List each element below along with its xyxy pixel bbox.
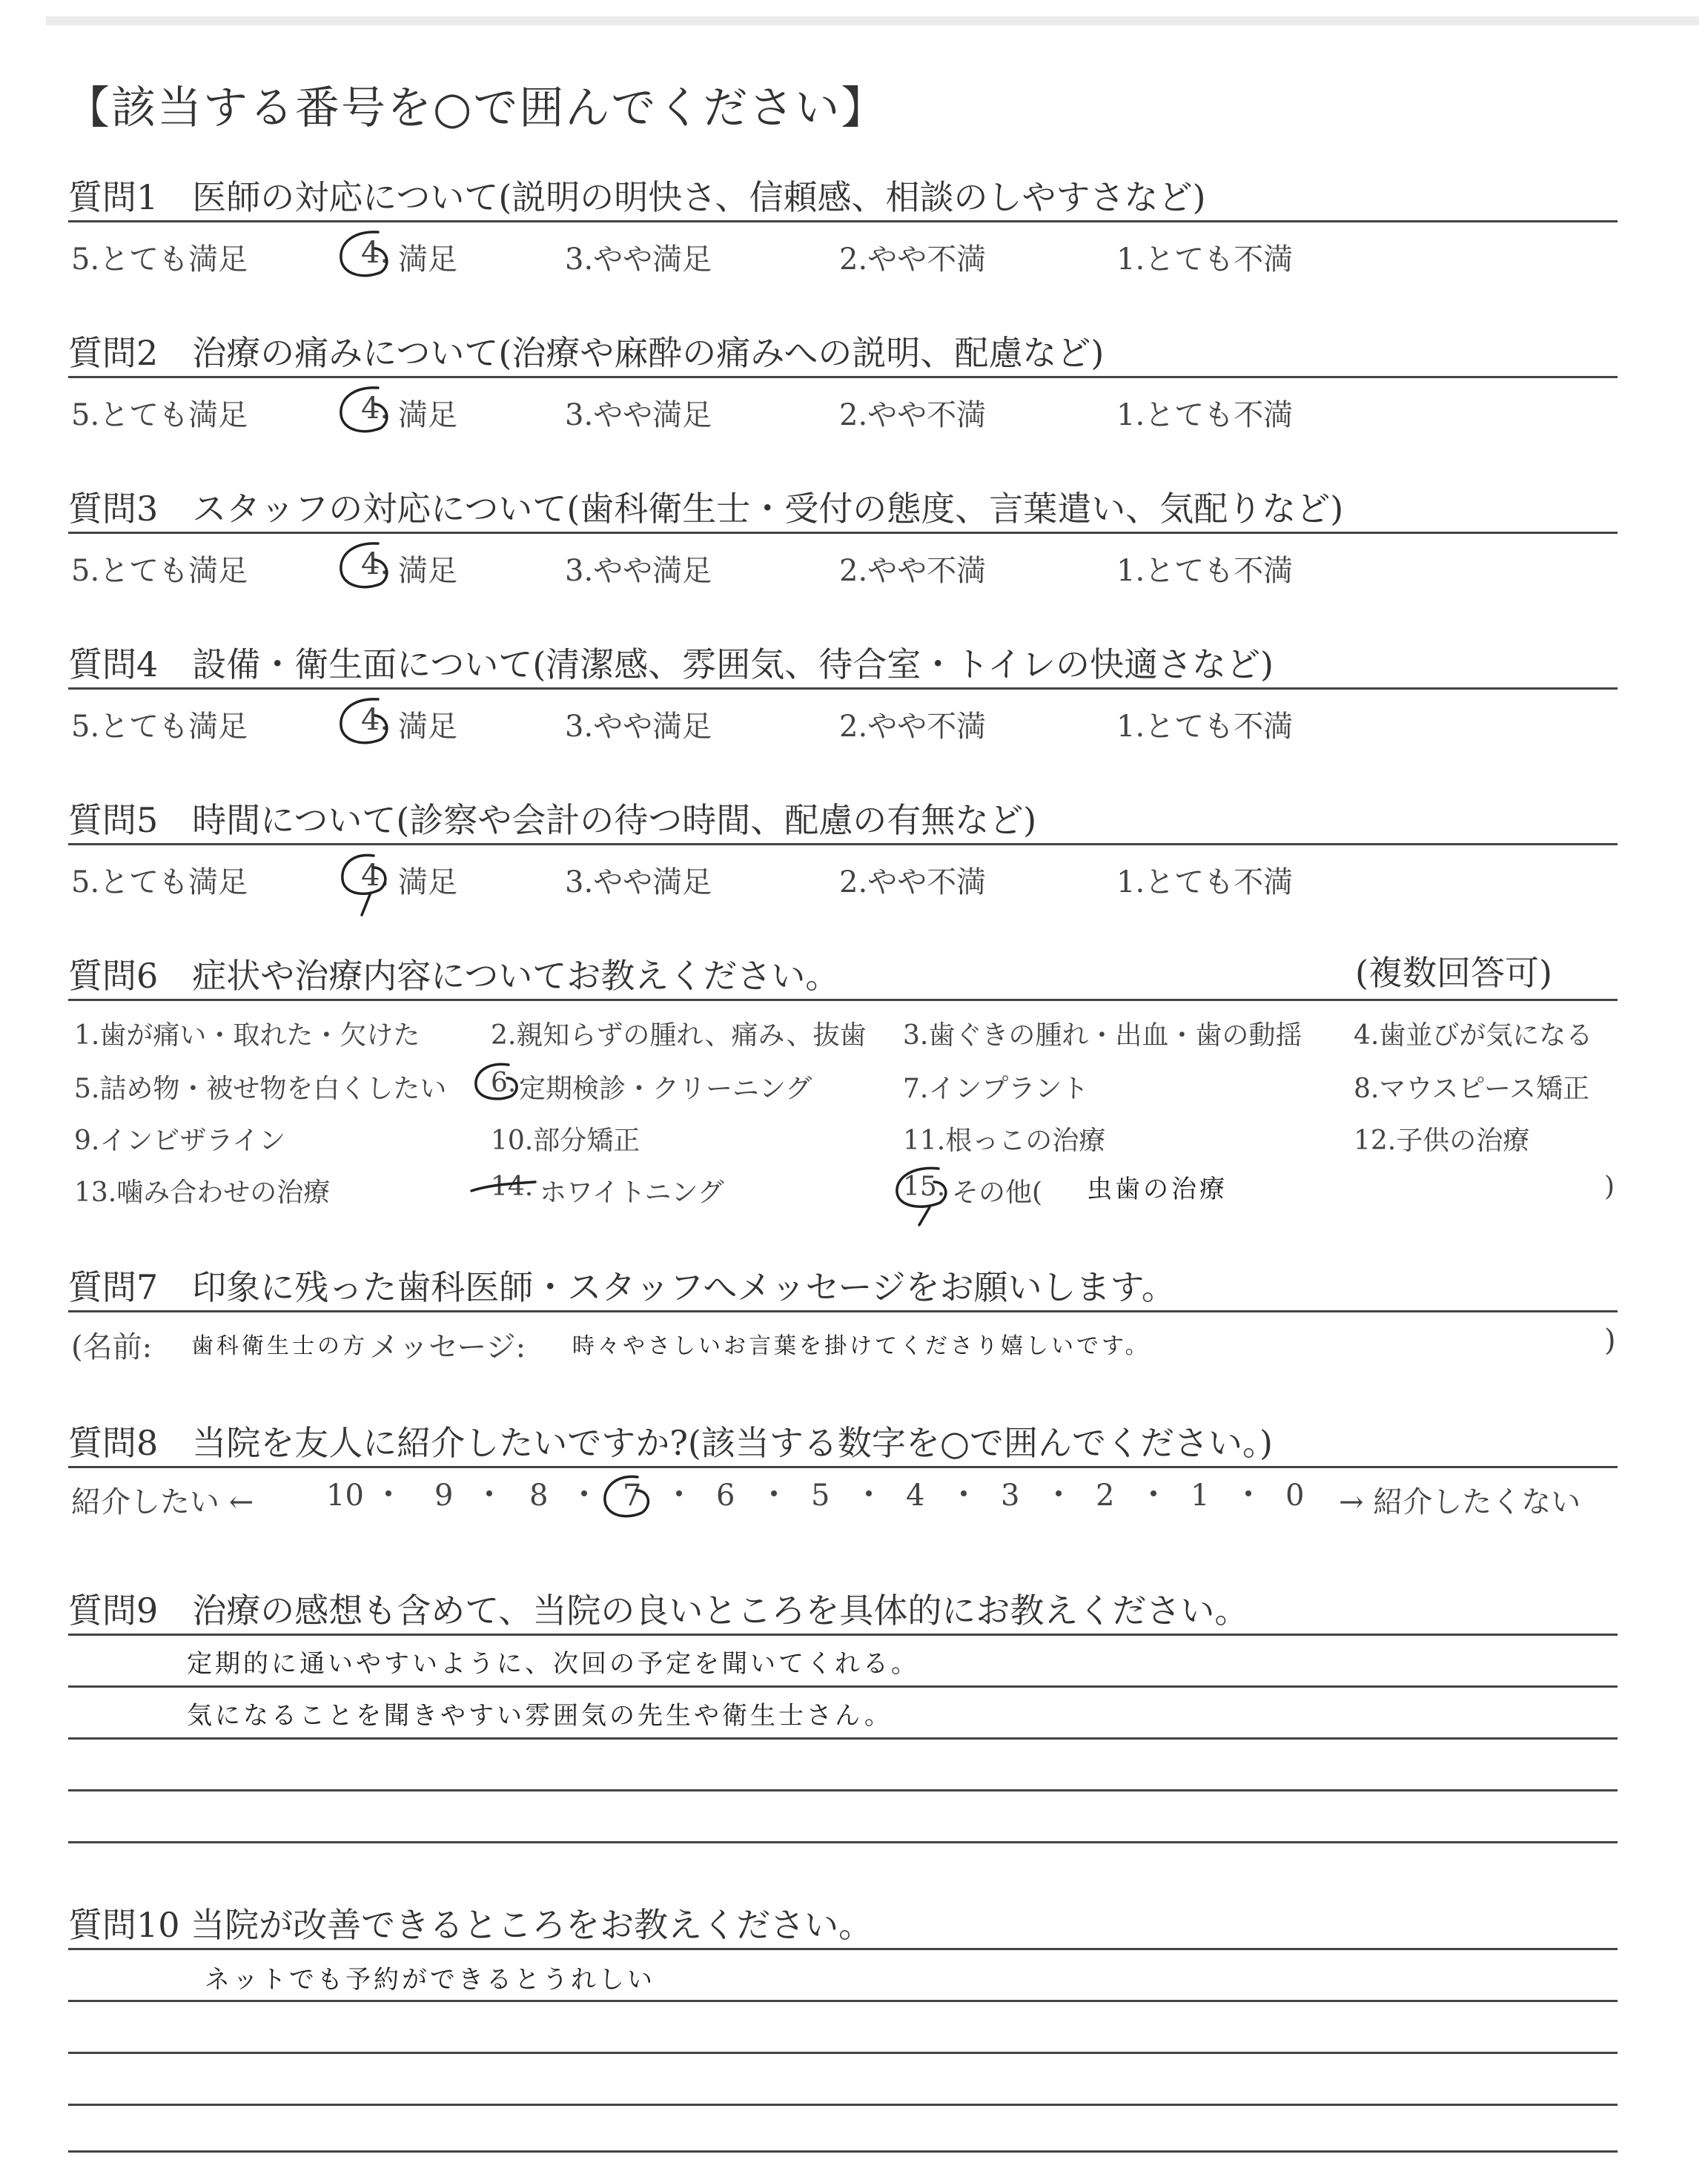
divider [68, 999, 1618, 1001]
symptom-option[interactable]: 4.歯並びが気になる [1354, 1020, 1593, 1051]
question-title: 質問8 当院を友人に紹介したいですか?(該当する数字を○で囲んでください。) [68, 1423, 1273, 1463]
option-4[interactable]: 4. [361, 392, 390, 426]
symptom-option[interactable]: 11.根っこの治療 [903, 1126, 1106, 1156]
answer-line [68, 1789, 1618, 1791]
scale-9[interactable]: 9 [434, 1479, 454, 1513]
selection-circle-icon [466, 1059, 532, 1111]
option-3[interactable]: 3.やや満足 [565, 865, 712, 899]
symptom-option-14-label: ホワイトニング [540, 1178, 724, 1208]
option-4[interactable]: 4. [361, 703, 390, 737]
symptom-option[interactable]: 3.歯ぐきの腫れ・出血・歯の動揺 [903, 1020, 1302, 1051]
scale-5[interactable]: 5 [811, 1479, 830, 1513]
scale-2[interactable]: 2 [1096, 1479, 1115, 1513]
answer-line [68, 2150, 1618, 2153]
option-4-label: 満足 [398, 710, 457, 744]
question-title: 質問9 治療の感想も含めて、当院の良いところを具体的にお教えください。 [68, 1591, 1249, 1631]
symptom-option[interactable]: 9.インビザライン [74, 1126, 286, 1156]
answer-text: 定期的に通いやすいように、次回の予定を聞いてくれる。 [187, 1649, 919, 1679]
question-title: 質問2 治療の痛みについて(治療や麻酔の痛みへの説明、配慮など) [68, 333, 1105, 373]
other-answer: 虫歯の治療 [1087, 1175, 1228, 1204]
answer-line [68, 2104, 1618, 2106]
selection-circle-icon [332, 382, 406, 441]
question-title: 質問7 印象に残った歯科医師・スタッフへメッセージをお願いします。 [68, 1267, 1176, 1307]
divider [68, 532, 1618, 534]
question-title: 質問4 設備・衛生面について(清潔感、雰囲気、待合室・トイレの快適さなど) [68, 644, 1274, 684]
question-title: 質問3 スタッフの対応について(歯科衛生士・受付の態度、言葉遣い、気配りなど) [68, 489, 1344, 529]
selection-circle-icon [332, 226, 406, 285]
scale-3[interactable]: 3 [1001, 1479, 1020, 1513]
option-1[interactable]: 1.とても不満 [1116, 242, 1294, 277]
option-3[interactable]: 3.やや満足 [565, 710, 712, 744]
divider [68, 1634, 1618, 1636]
symptom-option[interactable]: 12.子供の治療 [1354, 1126, 1530, 1156]
scan-edge [46, 16, 1699, 25]
option-2[interactable]: 2.やや不満 [839, 398, 987, 432]
symptom-option[interactable]: 2.親知らずの腫れ、痛み、抜歯 [491, 1020, 867, 1051]
selection-circle-icon [887, 1163, 968, 1229]
question-title: 質問6 症状や治療内容についてお教えください。 [68, 956, 840, 996]
divider [68, 1466, 1618, 1468]
option-3[interactable]: 3.やや満足 [565, 242, 712, 277]
answer-text: ネットでも予約ができるとうれしい [205, 1965, 655, 1995]
symptom-option-15[interactable]: 15. [903, 1172, 946, 1202]
option-3[interactable]: 3.やや満足 [565, 554, 712, 588]
selection-circle-icon [332, 693, 406, 753]
symptom-option[interactable]: 13.噛み合わせの治療 [74, 1178, 331, 1208]
scale-8[interactable]: 8 [529, 1479, 549, 1513]
option-2[interactable]: 2.やや不満 [839, 554, 987, 588]
divider [68, 376, 1618, 378]
selection-circle-icon [332, 845, 406, 919]
answer-line [68, 2052, 1618, 2054]
symptom-option[interactable]: 5.詰め物・被せ物を白くしたい [74, 1074, 447, 1104]
option-5[interactable]: 5.とても満足 [71, 242, 248, 277]
scale-7[interactable]: 7 [623, 1479, 642, 1513]
option-5[interactable]: 5.とても満足 [71, 554, 248, 588]
page-heading: 【該当する番号を○で囲んでください】 [65, 82, 887, 134]
symptom-option-14[interactable]: 14. [491, 1172, 534, 1202]
scale-4[interactable]: 4 [906, 1479, 925, 1513]
option-1[interactable]: 1.とても不満 [1116, 398, 1294, 432]
option-4-label: 満足 [398, 865, 457, 899]
option-1[interactable]: 1.とても不満 [1116, 554, 1294, 588]
message-label: メッセージ: [369, 1330, 526, 1364]
symptom-option-15-label: その他( [952, 1178, 1043, 1208]
scale-separator-dots [385, 1484, 1349, 1499]
option-1[interactable]: 1.とても不満 [1116, 865, 1294, 899]
option-4[interactable]: 4. [361, 859, 390, 893]
option-5[interactable]: 5.とても満足 [71, 710, 248, 744]
scale-6[interactable]: 6 [716, 1479, 735, 1513]
not-recommend-label: → 紹介したくない [1339, 1485, 1581, 1519]
option-2[interactable]: 2.やや不満 [839, 865, 987, 899]
option-1[interactable]: 1.とても不満 [1116, 710, 1294, 744]
selection-circle-icon [593, 1471, 667, 1530]
symptom-option[interactable]: 1.歯が痛い・取れた・欠けた [74, 1020, 420, 1051]
scale-10[interactable]: 10 [326, 1479, 364, 1513]
question-title: 質問5 時間について(診察や会計の待つ時間、配慮の有無など) [68, 800, 1037, 840]
option-5[interactable]: 5.とても満足 [71, 865, 248, 899]
option-5[interactable]: 5.とても満足 [71, 398, 248, 432]
option-4[interactable]: 4. [361, 236, 390, 270]
divider [68, 220, 1618, 222]
strike-mark-icon [467, 1170, 541, 1207]
question-title: 質問10 当院が改善できるところをお教えください。 [68, 1905, 873, 1945]
multiple-answer-note: (複数回答可) [1355, 953, 1552, 993]
option-3[interactable]: 3.やや満足 [565, 398, 712, 432]
scale-1[interactable]: 1 [1191, 1479, 1210, 1513]
symptom-option[interactable]: 8.マウスピース矯正 [1354, 1074, 1590, 1104]
name-value: 歯科衛生士の方 [191, 1333, 368, 1359]
answer-line [68, 1737, 1618, 1740]
divider [68, 1310, 1618, 1312]
option-4-label: 満足 [398, 554, 457, 588]
option-2[interactable]: 2.やや不満 [839, 710, 987, 744]
symptom-option[interactable]: 10.部分矯正 [491, 1126, 640, 1156]
symptom-option[interactable]: 7.インプラント [903, 1074, 1089, 1104]
message-value: 時々やさしいお言葉を掛けてくださり嬉しいです。 [572, 1333, 1151, 1359]
option-2[interactable]: 2.やや不満 [839, 242, 987, 277]
symptom-option-6[interactable]: 6. [491, 1068, 517, 1098]
question-title: 質問1 医師の対応について(説明の明快さ、信頼感、相談のしやすさなど) [68, 177, 1206, 217]
answer-line [68, 2000, 1618, 2002]
selection-circle-icon [332, 538, 406, 597]
divider [68, 843, 1618, 845]
close-paren: ) [1604, 1324, 1616, 1358]
scale-0[interactable]: 0 [1285, 1479, 1305, 1513]
recommend-label: 紹介したい ← [71, 1485, 254, 1519]
option-4-label: 満足 [398, 398, 457, 432]
option-4-label: 満足 [398, 242, 457, 277]
divider [68, 1948, 1618, 1950]
option-4[interactable]: 4. [361, 547, 390, 581]
answer-text: 気になることを聞きやすい雰囲気の先生や衛生士さん。 [187, 1701, 893, 1731]
answer-line [68, 1685, 1618, 1688]
answer-line [68, 1841, 1618, 1843]
divider [68, 687, 1618, 690]
other-close-paren: ) [1604, 1172, 1615, 1202]
name-label: (名前: [71, 1330, 153, 1364]
symptom-option-6-label: 定期検診・クリーニング [519, 1074, 812, 1104]
